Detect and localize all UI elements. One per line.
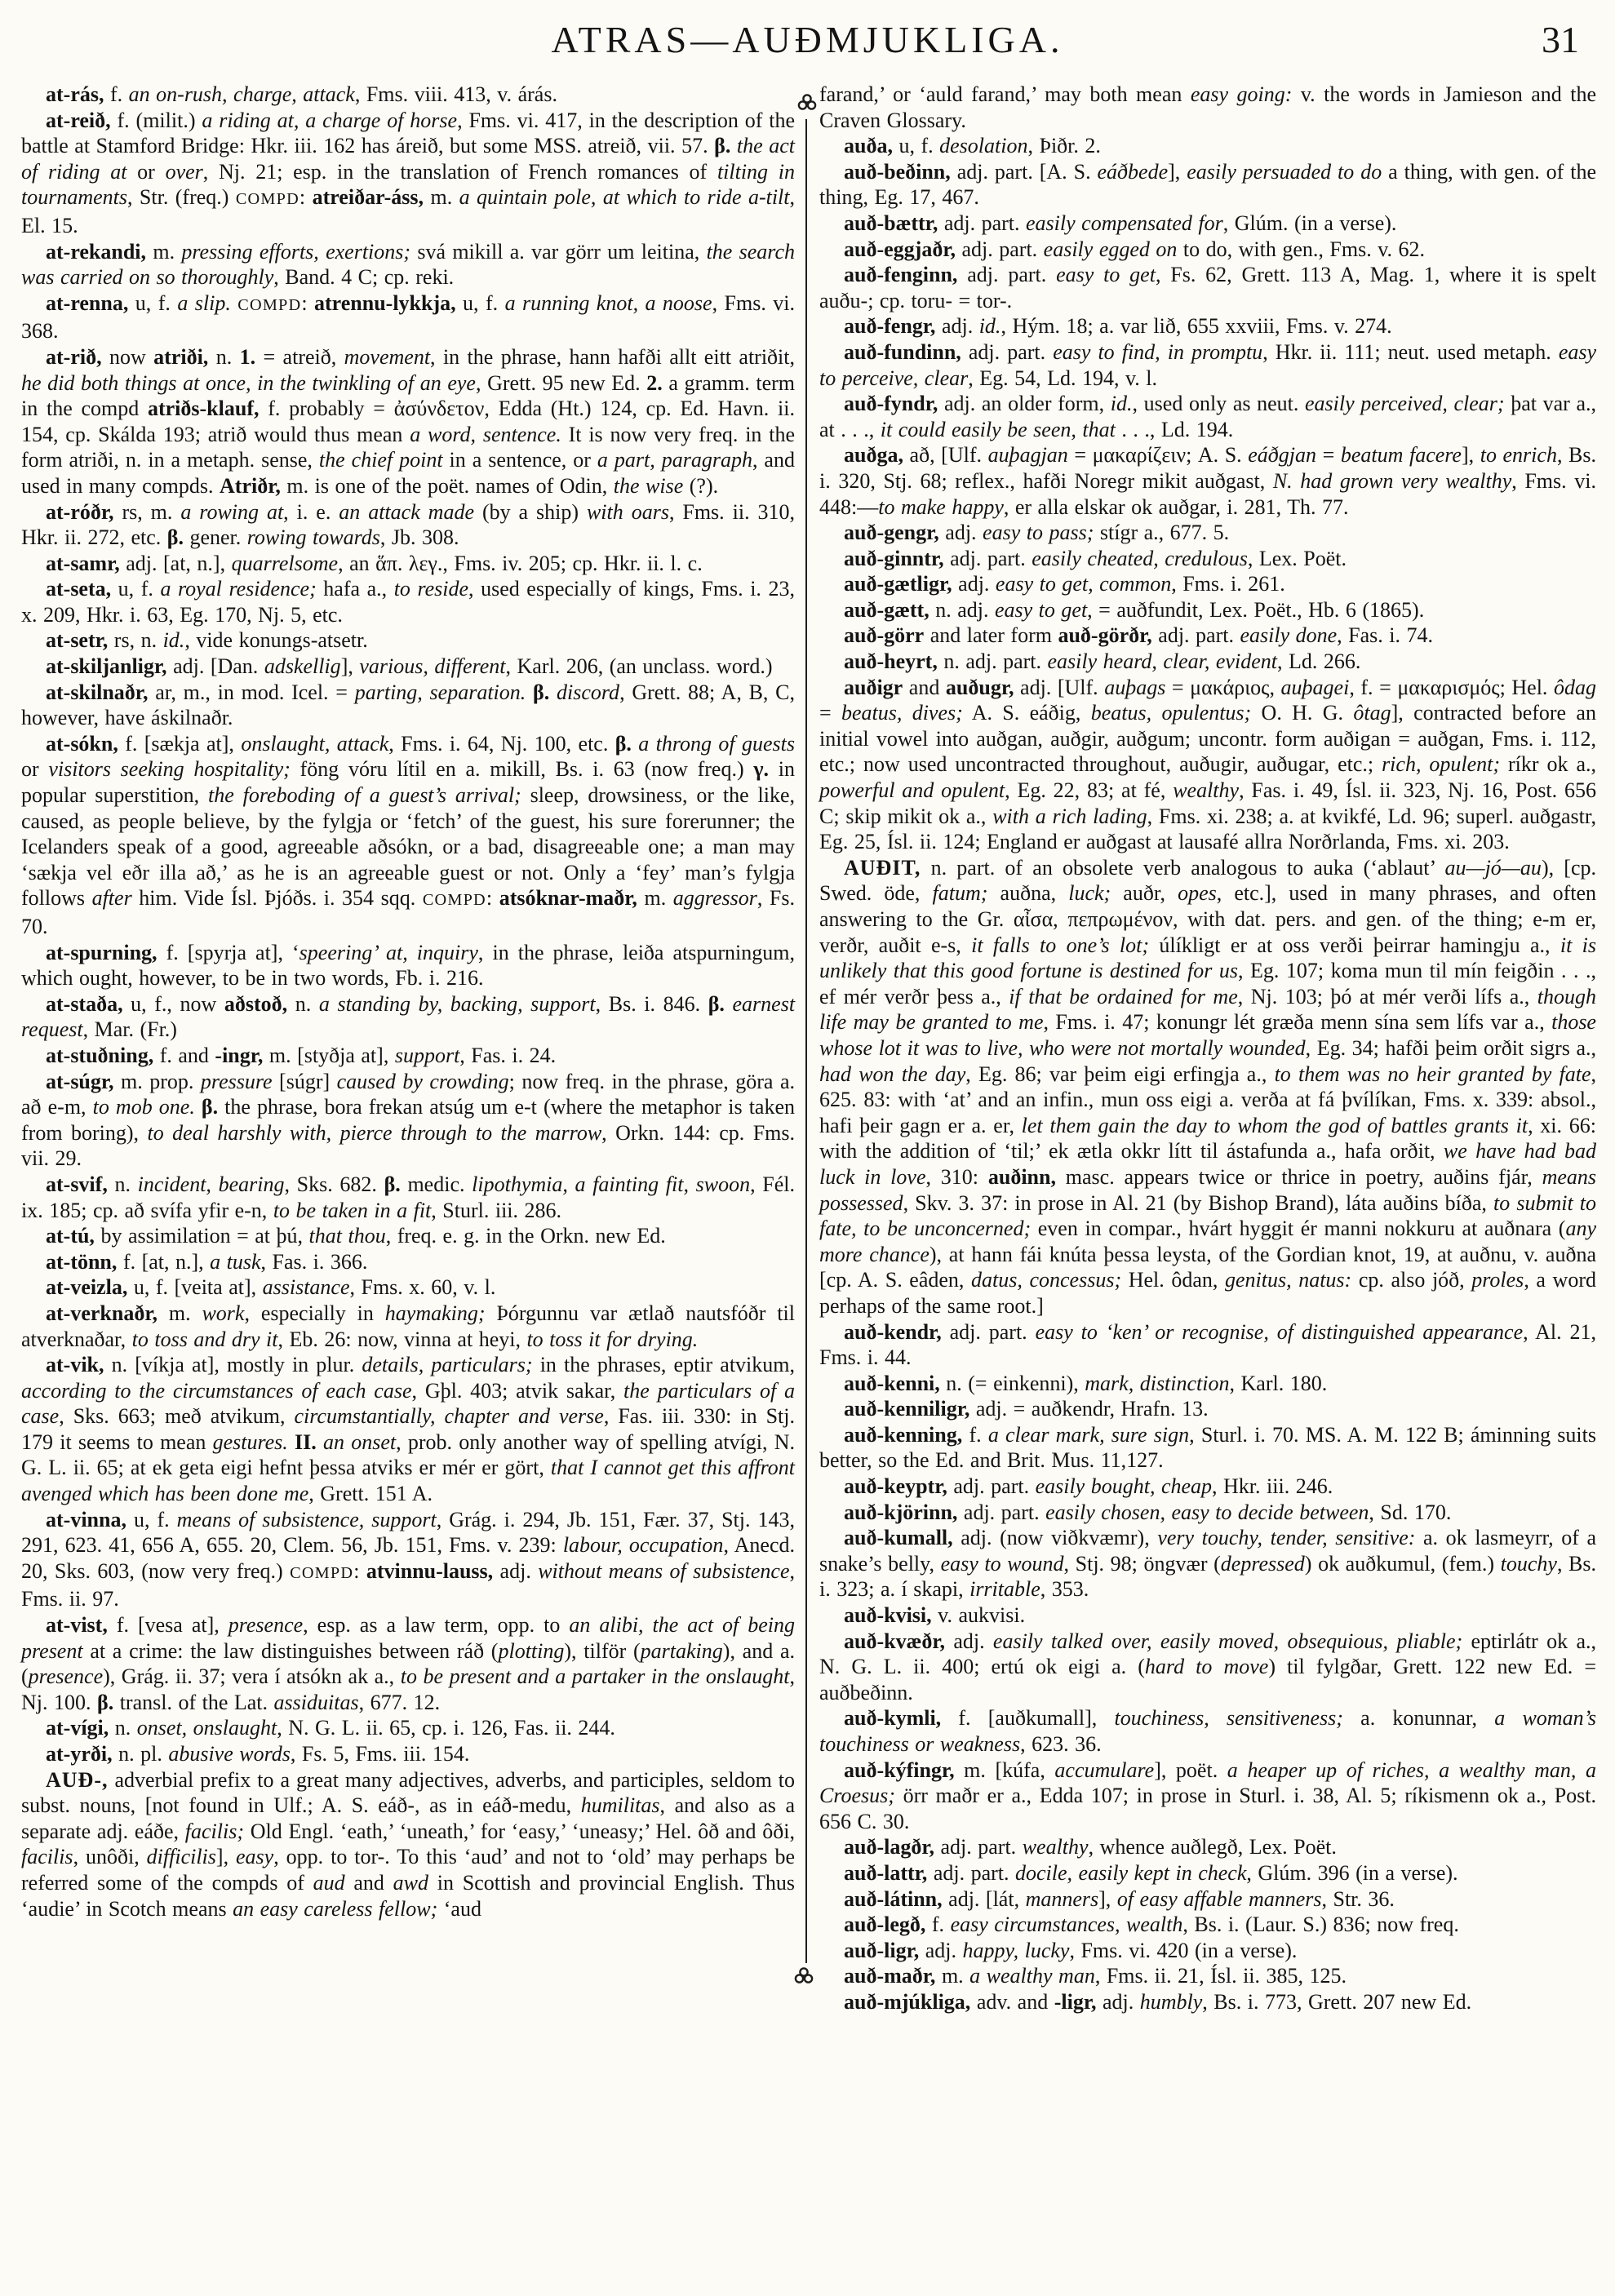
dictionary-entry: auð-kvisi, v. aukvisi. [844,1603,1026,1628]
dictionary-entry: auða, u, f. desolation, Þiðr. 2. [844,134,1101,158]
dictionary-entry: auð-lattr, adj. part. docile, easily kept in check, Glúm. 396 (in a verse). [844,1860,1458,1885]
dictionary-entry: auð-keyptr, adj. part. easily bought, cheap, Hkr. iii. 246. [844,1474,1333,1499]
dictionary-entry: auð-heyrt, n. adj. part. easily heard, clear, evident, Ld. 266. [844,649,1361,674]
columns-container [21,82,1596,2015]
dictionary-entry: auð-ligr, adj. happy, lucky, Fms. vi. 420 (in a verse). [844,1938,1298,1962]
dictionary-entry: at-róðr, rs, m. a rowing at, i. e. an attack made (by a ship) with oars, Fms. ii. 310, Hkr. ii. 272, etc. β. gener. rowing towards, Jb. 308. [21,499,796,550]
dictionary-entry: auð-lagðr, adj. part. wealthy, whence auðlegð, Lex. Poët. [844,1835,1337,1859]
right-column [819,82,1596,2015]
dictionary-entry: at-skiljanligr, adj. [Dan. adskellig], various, different, Karl. 206, (an unclass. word.) [46,654,773,679]
dictionary-entry: at-stuðning, f. and -ingr, m. [styðja at], support, Fas. i. 24. [46,1043,557,1067]
dictionary-entry: auð-beðinn, adj. part. [A. S. eáðbede], easily persuaded to do a thing, with gen. of the thing, Eg. 17, 467. [819,159,1596,210]
dictionary-entry: at-súgr, m. prop. pressure [súgr] caused by crowding; now freq. in the phrase, göra a. að e-m, to mob one. β. the phrase, bora frekan atsúg um e-t (where the metaphor is taken from boring), to deal harshly with, pierce through to the marrow, Orkn. 144: cp. Fms. vii. 29. [21,1069,796,1171]
left-column [21,82,795,2015]
dictionary-entry: auð-eggjaðr, adj. part. easily egged on to do, with gen., Fms. v. 62. [844,237,1426,261]
dictionary-entry: at-seta, u, f. a royal residence; hafa a., to reside, used especially of kings, Fms. i. 23, x. 209, Hkr. i. 63, Eg. 170, Nj. 5, etc. [21,577,795,627]
dictionary-entry: auð-kendr, adj. part. easy to ‘ken’ or recognise, of distinguished appearance, Al. 21, Fms. i. 44. [819,1319,1596,1370]
dictionary-entry: auð-gætligr, adj. easy to get, common, Fms. i. 261. [844,572,1285,596]
dictionary-entry: auðga, að, [Ulf. auþagjan = μακαρίζειν; A. S. eáðgjan = beatum facere], to enrich, Bs. i. 320, Stj. 68; reflex., hafði Noregr mikit auðgast, N. had grown very wealthy, Fms. vi. 448:—to make happy, er alla elskar ok auðgar, i. 281, Th. 77. [819,443,1596,519]
dictionary-entry: at-tú, by assimilation = at þú, that thou, freq. e. g. in the Orkn. new Ed. [46,1224,666,1248]
dictionary-entry: auð-kjörinn, adj. part. easily chosen, easy to decide between, Sd. 170. [844,1500,1452,1524]
dictionary-entry: auð-fengr, adj. id., Hým. 18; a. var lið, 655 xxviii, Fms. v. 274. [844,314,1392,339]
dictionary-entry: at-vist, f. [vesa at], presence, esp. as a law term, opp. to an alibi, the act of being present at a crime: the law distinguishes between ráð (plotting), tilför (partaking), and a. (presence), Grág. ii. 37; vera í atsókn ak a., to be present and a partaker in the onslaught, Nj. 100. β. transl. of the Lat. assiduitas, 677. 12. [21,1613,796,1714]
dictionary-entry: auð-bættr, adj. part. easily compensated for, Glúm. (in a verse). [844,211,1397,235]
dictionary-entry: auð-kenniligr, adj. = auðkendr, Hrafn. 13. [844,1397,1209,1421]
dictionary-entry: at-rið, now atriði, n. 1. = atreið, movement, in the phrase, hann hafði allt eitt atriðit, he did both things at once, in the twinkling of an eye, Grett. 95 new Ed. 2. a gramm. term in the compd atriðs-klauf, f. probably = ἀσύνδετον, Edda (Ht.) 124, cp. Ed. Havn. ii. 154, cp. Skálda 193; atrið would thus mean a word, sentence. It is now very freq. in the form atriði, n. in a metaph. sense, the chief point in a sentence, or a part, paragraph, and used in many compds. Atriðr, m. is one of the poët. names of Odin, the wise (?). [21,344,796,498]
dictionary-entry: auð-fenginn, adj. part. easy to get, Fs. 62, Grett. 113 A, Mag. 1, where it is spelt auðu-; cp. toru- = tor-. [819,263,1596,312]
dictionary-entry: auð-ginntr, adj. part. easily cheated, credulous, Lex. Poët. [844,546,1347,570]
dictionary-entry: auð-fyndr, adj. an older form, id., used only as neut. easily perceived, clear; þat var a., at . . ., it could easily be seen, that . . ., Ld. 194. [819,392,1596,441]
dictionary-entry: at-svif, n. incident, bearing, Sks. 682. β. medic. lipothymia, a fainting fit, swoon, Fél. ix. 185; cp. að svífa yfir e-n, to be taken in a fit, Sturl. iii. 286. [21,1172,795,1222]
column-divider [795,82,819,2015]
dictionary-entry: auð-gengr, adj. easy to pass; stígr a., 677. 5. [844,521,1230,545]
dictionary-entry: auð-látinn, adj. [lát, manners], of easy affable manners, Str. 36. [844,1886,1395,1911]
dictionary-entry: at-tönn, f. [at, n.], a tusk, Fas. i. 366. [46,1249,368,1274]
dictionary-entry: at-renna, u, f. a slip. COMPD: atrennu-lykkja, u, f. a running knot, a noose, Fms. vi. 368. [21,290,795,344]
dictionary-entry: AUÐ-, adverbial prefix to a great many adjectives, adverbs, and participles, seldom to subst. nouns, [not found in Ulf.; A. S. eáð-, as in eáð-medu, humilitas, and also as a separate adj. eáðe, facilis; Old Engl. ‘eath,’ ‘uneath,’ for ‘easy,’ ‘uneasy;’ Hel. ôð and ôði, facilis, unôði, difficilis], easy, opp. to tor-. To this ‘aud’ and not to ‘old’ may perhaps be referred some of the compds of aud and awd in Scottish and provincial English. Thus ‘audie’ in Scotch means an easy careless fellow; ‘aud [21,1767,796,1921]
dictionary-entry: at-setr, rs, n. id., vide konungs-atsetr. [46,628,368,653]
page-title: ATRAS—AUÐMJUKLIGA. [551,19,1064,60]
dictionary-entry: at-sókn, f. [sækja at], onslaught, attack, Fms. i. 64, Nj. 100, etc. β. a throng of guests or visitors seeking hospitality; föng vóru lítil en a. mikill, Bs. i. 63 (now freq.) γ. in popular superstition, the foreboding of a guest’s arrival; sleep, drowsiness, or the like, caused, as people believe, by the fylgja or ‘fetch’ of the guest, his sure forerunner; the Icelanders speak of a good, agreeable aðsókn, or a bad, disagreeable one; a man may ‘sækja vel eðr illa að,’ as he is an agreeable guest or not. Only a ‘fey’ man’s fylgja follows after him. Vide Ísl. Þjóðs. i. 354 sqq. COMPD: atsóknar-maðr, m. aggressor, Fs. 70. [21,731,796,938]
dictionary-entry: at-rekandi, m. pressing efforts, exertions; svá mikill a. var görr um leitina, the search was carried on so thoroughly, Band. 4 C; cp. reki. [21,239,796,290]
dictionary-entry: auð-kýfingr, m. [kúfa, accumulare], poët. a heaper up of riches, a wealthy man, a Croesus; örr maðr er a., Edda 107; in prose in Sturl. i. 38, Al. 5; ríkismenn ok a., Post. 656 C. 30. [819,1757,1596,1833]
dictionary-entry: auð-görr and later form auð-görðr, adj. part. easily done, Fas. i. 74. [844,623,1433,648]
dictionary-entry: auðigr and auðugr, adj. [Ulf. auþags = μακάριος, auþagei, f. = μακαρισμός; Hel. ôdag = beatus, dives; A. S. eáðig, beatus, opulentus; O. H. G. ôtag], contracted before an initial vowel into auðgan, auðgir, auðgum; uncontr. form auðigan = auðgan, Fms. i. 112, etc.; now used uncontracted throughout, auðugir, auðugar, etc.; rich, opulent; ríkr ok a., powerful and opulent, Eg. 22, 83; at fé, wealthy, Fas. i. 49, Ísl. ii. 323, Nj. 16, Post. 656 C; skip mikit ok a., with a rich lading, Fms. xi. 238; a. at kvikfé, Ld. 96; superl. auðgastr, Eg. 25, Ísl. ii. 124; England er auðgast at lausafé allra Norðrlanda, Fms. xi. 203. [819,675,1596,854]
dictionary-entry: auð-mjúkliga, adv. and -ligr, adj. humbly, Bs. i. 773, Grett. 207 new Ed. [844,1989,1472,2014]
dictionary-entry: auð-kenning, f. a clear mark, sure sign, Sturl. i. 70. MS. A. M. 122 B; áminning suits better, so the Ed. and Brit. Mus. 11,127. [819,1422,1596,1473]
dictionary-entry-continuation: farand,’ or ‘auld farand,’ may both mean easy going: v. the words in Jamieson and the Craven Glossary. [819,82,1596,132]
dictionary-entry: at-yrði, n. pl. abusive words, Fs. 5, Fms. iii. 154. [46,1742,470,1766]
dictionary-entry: auð-kumall, adj. (now viðkvæmr), very touchy, tender, sensitive: a. ok lasmeyrr, of a snake’s belly, easy to wound, Stj. 98; öngvær (depressed) ok auðkumul, (fem.) touchy, Bs. i. 323; a. í skapi, irritable, 353. [819,1526,1597,1602]
dictionary-entry: auð-maðr, m. a wealthy man, Fms. ii. 21, Ísl. ii. 385, 125. [844,1964,1347,1988]
dictionary-entry: AUÐIT, n. part. of an obsolete verb analogous to auka (‘ablaut’ au—jó—au), [cp. Swed. öde, fatum; auðna, luck; auðr, opes, etc.], used in many phrases, and often answering to the Gr. αἶσα, πεπρωμένον, with dat. pers. and gen. of the thing; e-m er, verðr, auðit e-s, it falls to one’s lot; úlíkligt er at oss verði þeirrar hamingju a., it is unlikely that this good fortune is destined for us, Eg. 107; koma mun til mín feigðin . . ., ef mér verðr þess a., if that be ordained for me, Nj. 103; þó at mér verði lífs a., though life may be granted to me, Fms. i. 47; konungr lét græða menn sína sem lífs var a., those whose lot it was to live, who were not mortally wounded, Eg. 34; hafði þeim orðit sigrs a., had won the day, Eg. 86; var þeim eigi erfingja a., to them was no heir granted by fate, 625. 83: with ‘at’ and an infin., mun oss eigi a. verða at fá þvílíkan, Fms. x. 339: absol., hafi þeir gagn er a. er, let them gain the day to whom the god of battles grants it, xi. 66: with the addition of ‘til;’ ek ætla okkr lítt til ástafunda a., hafa orðit, we have had bad luck in love, 310: auðinn, masc. appears twice or thrice in poetry, auðins fjár, means possessed, Skv. 3. 37: in prose in Al. 21 (by Bishop Brand), láta auðins bíða, to submit to fate, to be unconcerned; even in compar., hvárt hyggit ér manni nokkuru at auðnara (any more chance), at hann fái knúta þessa leysta, of the Gordian knot, 19, at auðnu, v. auðna [cp. A. S. eâden, datus, concessus; Hel. ôdan, genitus, natus: cp. also jóð, proles, a word perhaps of the same root.] [819,855,1597,1318]
dictionary-entry: at-vik, n. [víkja at], mostly in plur. details, particulars; in the phrases, eptir atvikum, according to the circumstances of each case, Gþl. 403; atvik sakar, the particulars of a case, Sks. 663; með atvikum, circumstantially, chapter and verse, Fas. iii. 330: in Stj. 179 it seems to mean gestures. II. an onset, prob. only another way of spelling atvígi, N. G. L. ii. 65; at ek geta eigi hefnt þessa atviks er mér er gört, that I cannot get this affront avenged which has been done me, Grett. 151 A. [21,1353,796,1506]
dictionary-entry: at-veizla, u, f. [veita at], assistance, Fms. x. 60, v. l. [46,1275,496,1300]
dictionary-entry: auð-fundinn, adj. part. easy to find, in promptu, Hkr. ii. 111; neut. used metaph. easy to perceive, clear, Eg. 54, Ld. 194, v. l. [819,339,1597,390]
page-number: 31 [1542,19,1579,60]
dictionary-entry: at-spurning, f. [spyrja at], ‘speering’ at, inquiry, in the phrase, leiða atspurningum, which ought, however, to be in two words, Fb. i. 216. [21,940,796,991]
dictionary-entry: at-samr, adj. [at, n.], quarrelsome, an ἅπ. λεγ., Fms. iv. 205; cp. Hkr. ii. l. c. [46,551,703,575]
divider-rule [805,119,807,1963]
dictionary-entry: at-vinna, u, f. means of subsistence, support, Grág. i. 294, Jb. 151, Fær. 37, Stj. 143, 291, 623. 41, 656 A, 655. 20, Clem. 56, Jb. 151, Fms. v. 239: labour, occupation, Anecd. 20, Sks. 603, (now very freq.) COMPD: atvinnu-lauss, adj. without means of subsistence, Fms. ii. 97. [21,1507,795,1611]
dictionary-entry: auð-kvæðr, adj. easily talked over, easily moved, obsequious, pliable; eptirlátr ok a., N. G. L. ii. 400; ertú ok eigi a. (hard to move) til fylgðar, Grett. 122 new Ed. = auðbeðinn. [819,1629,1597,1704]
dictionary-entry: at-verknaðr, m. work, especially in haymaking; Þórgunnu var ætlað nautsfóðr til atverknaðar, to toss and dry it, Eb. 26: now, vinna at heyi, to toss it for drying. [21,1301,795,1351]
trefoil-ornament-top-icon [796,93,818,114]
dictionary-entry: at-skilnaðr, ar, m., in mod. Icel. = parting, separation. β. discord, Grett. 88; A, B, C, however, have áskilnaðr. [21,680,796,730]
dictionary-entry: at-staða, u, f., now aðstoð, n. a standing by, backing, support, Bs. i. 846. β. earnest request, Mar. (Fr.) [21,991,796,1042]
dictionary-entry: at-reið, f. (milit.) a riding at, a charge of horse, Fms. vi. 417, in the description of the battle at Stamford Bridge: Hkr. iii. 162 has áreið, but some MSS. atreið, vii. 57. β. the act of riding at or over, Nj. 21; esp. in the translation of French romances of tilting in tournaments, Str. (freq.) COMPD: atreiðar-áss, m. a quintain pole, at which to ride a-tilt, El. 15. [21,108,796,237]
dictionary-entry: auð-kymli, f. [auðkumall], touchiness, sensitiveness; a. konunnar, a woman’s touchiness or weakness, 623. 36. [819,1706,1596,1756]
dictionary-entry: at-vígi, n. onset, onslaught, N. G. L. ii. 65, cp. i. 126, Fas. ii. 244. [46,1716,615,1740]
dictionary-entry: auð-legð, f. easy circumstances, wealth, Bs. i. (Laur. S.) 836; now freq. [844,1913,1459,1937]
dictionary-entry: auð-gætt, n. adj. easy to get, = auðfundit, Lex. Poët., Hb. 6 (1865). [844,597,1425,622]
dictionary-entry: auð-kenni, n. (= einkenni), mark, distinction, Karl. 180. [844,1371,1328,1395]
trefoil-ornament-bottom-icon [793,1966,814,1988]
dictionary-entry: at-rás, f. an on-rush, charge, attack, Fms. viii. 413, v. árás. [46,82,557,106]
